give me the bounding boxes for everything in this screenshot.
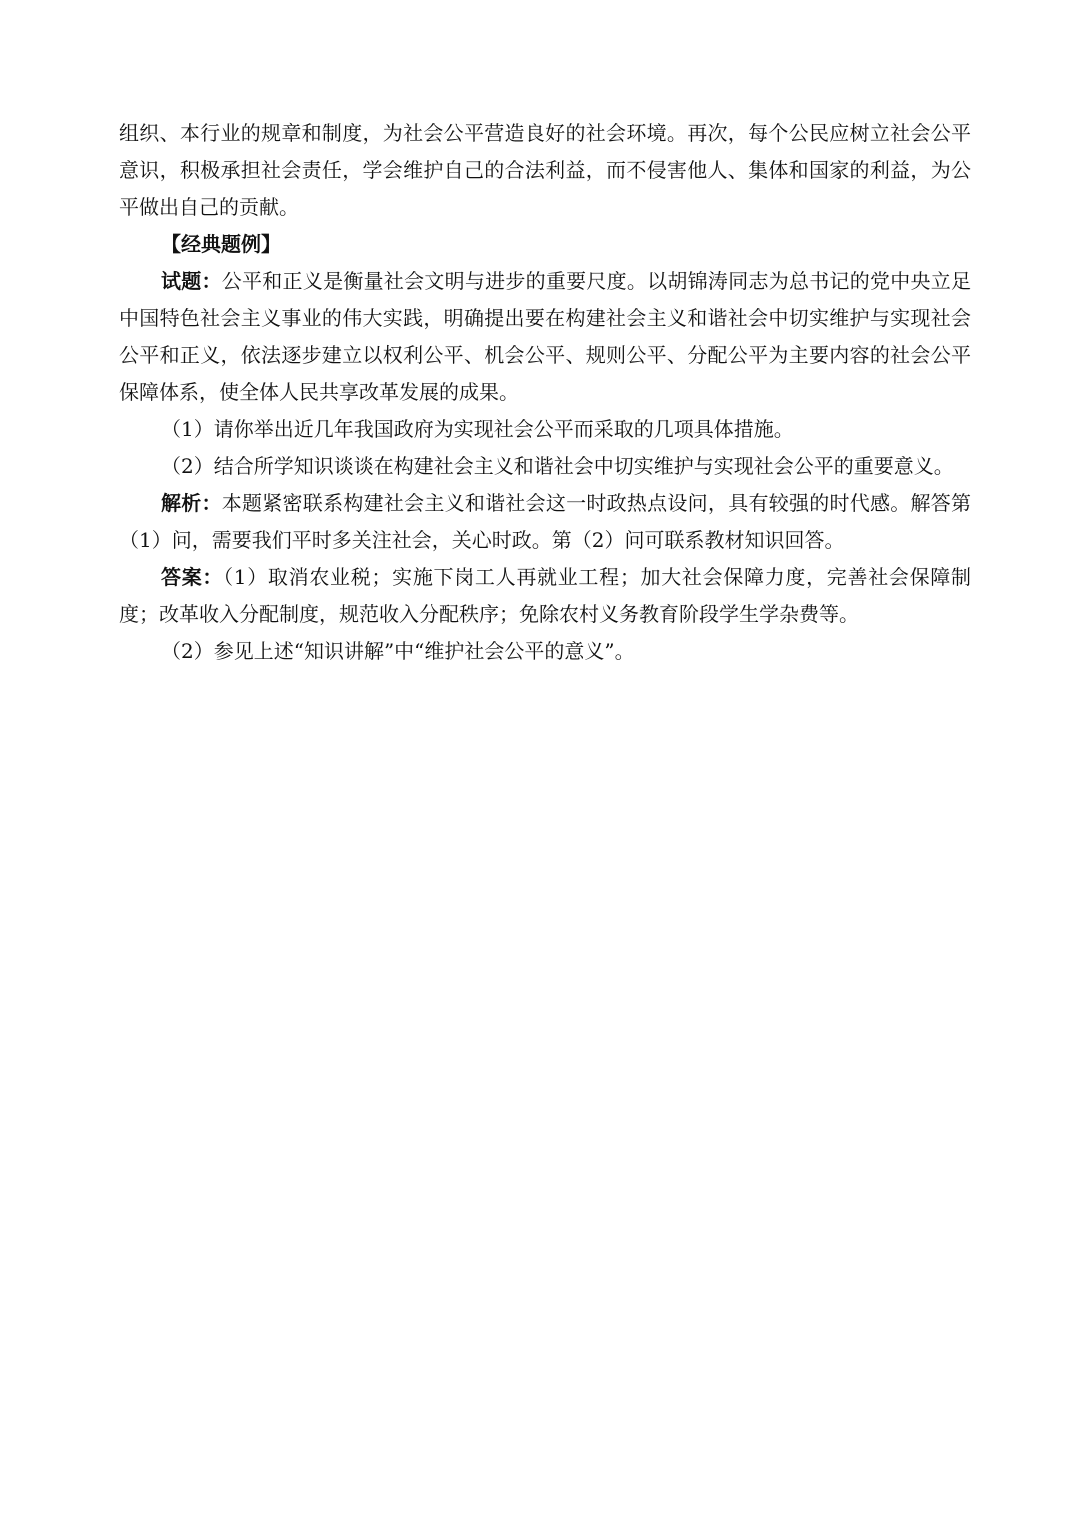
- question-paragraph: [119, 263, 971, 411]
- answer-paragraph: [119, 559, 971, 633]
- answer-part-2: （2）参见上述“知识讲解”中“维护社会公平的意义”。: [161, 639, 635, 663]
- question-sub-2: （2）结合所学知识谈谈在构建社会主义和谐社会中切实维护与实现社会公平的重要意义。: [161, 454, 954, 478]
- analysis-paragraph: [119, 485, 971, 559]
- intro-paragraph: 组织、本行业的规章和制度，为社会公平营造良好的社会环境。再次，每个公民应树立社会公平意识，积极承担社会责任，学会维护自己的合法利益，而不侵害他人、集体和国家的利益，为公平做出自己的贡献。: [119, 121, 971, 219]
- analysis-text: 本题紧密联系构建社会主义和谐社会这一时政热点设问，具有较强的时代感。解答第（1）问，需要我们平时多关注社会，关心时政。第（2）问可联系教材知识回答。: [119, 491, 972, 552]
- answer-text: （1）取消农业税；实施下岗工人再就业工程；加大社会保障力度，完善社会保障制度；改革收入分配制度，规范收入分配秩序；免除农村义务教育阶段学生学杂费等。: [119, 565, 972, 626]
- question-text: 公平和正义是衡量社会文明与进步的重要尺度。以胡锦涛同志为总书记的党中央立足中国特色社会主义事业的伟大实践，明确提出要在构建社会主义和谐社会中切实维护与实现社会公平和正义，依法逐步建立以权利公平、机会公平、规则公平、分配公平为主要内容的社会公平保障体系，使全体人民共享改革发展的成果。: [119, 269, 972, 404]
- answer-label: 答案：: [161, 565, 224, 589]
- analysis-label: 解析：: [161, 491, 222, 515]
- question-sub-1: （1）请你举出近几年我国政府为实现社会公平而采取的几项具体措施。: [161, 417, 794, 441]
- section-heading: 【经典题例】: [161, 232, 281, 256]
- document-page: [119, 115, 971, 670]
- question-label: 试题：: [161, 269, 222, 293]
